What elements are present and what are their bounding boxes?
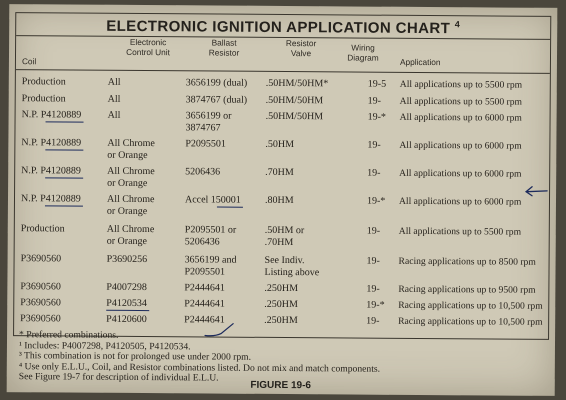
cell-ecu-line: or Orange — [106, 235, 148, 247]
cell-ecu-line: P4120600 — [106, 313, 147, 326]
pen-arrow-mark — [523, 184, 549, 198]
cell-ballast-line: 5206436 — [184, 235, 220, 248]
cell-resistor-line: .250HM — [264, 314, 298, 327]
header-wiring-line2: Diagram — [347, 51, 379, 63]
footnote-see-figure: See Figure 19-7 for description of individual E.L.U. — [18, 371, 219, 384]
header-coil: Coil — [21, 56, 37, 67]
cell-ecu-line: P4120534 — [106, 297, 147, 310]
cell-application-row-1 — [400, 79, 522, 91]
cell-application-row-7 — [399, 226, 521, 238]
cell-application-line: All applications up to 6000 rpm — [399, 111, 522, 124]
cell-ballast-line: P2095501 — [185, 138, 226, 150]
cell-wiring-line: 19- — [367, 167, 381, 179]
cell-coil-line: N.P. P4120889 — [21, 109, 82, 121]
cell-resistor-line: .70HM — [264, 236, 294, 248]
header-rule — [16, 69, 550, 74]
cell-application-line: All applications up to 6000 rpm — [399, 167, 522, 180]
header-wiring — [338, 43, 388, 62]
cell-wiring-row-3 — [368, 112, 386, 124]
cell-resistor-line: .70HM — [265, 166, 294, 179]
header-ecu-line1: Electronic — [129, 36, 167, 48]
cell-resistor-row-3 — [266, 111, 324, 123]
cell-application-row-11 — [398, 316, 542, 329]
cell-wiring-line: 19- — [366, 283, 380, 295]
cell-ecu-row-10 — [106, 298, 147, 310]
cell-wiring-line: 19-* — [366, 195, 386, 207]
header-ecu-line2: Control Unit — [126, 46, 170, 57]
cell-resistor-line: .50HM or — [264, 224, 305, 237]
cell-wiring-row-8 — [367, 256, 380, 268]
cell-ecu-line: or Orange — [106, 205, 148, 217]
cell-wiring-line: 19-5 — [367, 78, 387, 90]
cell-ecu-row-2 — [108, 94, 121, 106]
pen-underline-mark — [45, 205, 83, 206]
cell-ballast-line: P2095501 — [184, 265, 226, 278]
cell-coil-row-6 — [21, 193, 81, 205]
cell-resistor-line: .50HM — [265, 138, 295, 151]
cell-ecu-line: All — [107, 93, 121, 105]
cell-application-line: All applications up to 6000 rpm — [398, 195, 522, 208]
cell-ballast-line: P2444641 — [184, 314, 225, 326]
cell-ballast-row-10 — [184, 298, 225, 310]
chart-title-text: ELECTRONIC IGNITION APPLICATION CHART — [106, 17, 451, 38]
cell-ballast-line: 3874767 — [185, 121, 221, 134]
header-resistor-line2: Valve — [290, 47, 312, 58]
cell-application-line: Racing applications up to 9500 rpm — [398, 283, 536, 296]
figure-caption: FIGURE 19-6 — [250, 379, 312, 392]
cell-wiring-row-4 — [367, 140, 380, 152]
cell-application-line: Racing applications up to 10,500 rpm — [398, 315, 543, 328]
cell-ecu-line: All Chrome — [107, 137, 155, 150]
cell-application-line: Racing applications up to 8500 rpm — [398, 255, 536, 268]
cell-coil-row-3 — [22, 109, 82, 121]
cell-coil-row-1 — [22, 76, 66, 88]
cell-wiring-line: 19- — [367, 95, 382, 107]
cell-ballast-row-7 — [185, 224, 237, 247]
cell-application-line: Racing applications up to 10,500 rpm — [398, 299, 543, 312]
cell-resistor-row-6 — [265, 195, 294, 207]
cell-ballast-line: Accel 150001 — [184, 194, 241, 206]
cell-ecu-line: All — [107, 76, 121, 88]
cell-wiring-line: 19-* — [367, 111, 386, 123]
cell-ecu-line: P3690256 — [106, 253, 148, 266]
cell-resistor-line: .50HM/50HM — [265, 110, 324, 123]
footnote-3: ³ This combination is not for prolonged use under 2000 rpm. — [18, 350, 252, 363]
cell-application-line: All applications up to 5500 rpm — [399, 95, 523, 108]
pen-underline-mark — [45, 149, 83, 150]
cell-ballast-line: 3656199 and — [184, 254, 237, 266]
header-resistor — [266, 39, 336, 58]
cell-resistor-line: See Indiv. — [264, 254, 305, 267]
cell-application-row-8 — [399, 256, 536, 268]
cell-ballast-line: 3874767 (dual) — [185, 94, 248, 106]
cell-wiring-row-1 — [368, 79, 386, 91]
cell-resistor-row-1 — [266, 78, 329, 90]
pen-underline-mark — [46, 121, 84, 122]
cell-coil-line: Production — [21, 93, 66, 105]
cell-application-row-2 — [400, 96, 522, 108]
cell-resistor-row-4 — [265, 139, 294, 151]
cell-coil-row-2 — [22, 93, 66, 105]
cell-ecu-row-9 — [106, 282, 147, 294]
header-ballast — [184, 38, 264, 58]
footnote-preferred: * Preferred combinations. — [19, 329, 119, 341]
cell-application-line: All applications up to 6000 rpm — [399, 139, 522, 152]
application-chart — [13, 12, 551, 340]
cell-application-row-3 — [400, 112, 522, 124]
cell-coil-line: N.P. P4120889 — [21, 137, 82, 149]
cell-resistor-row-11 — [264, 315, 298, 327]
cell-ballast-row-3 — [185, 110, 231, 133]
cell-application-row-9 — [398, 284, 535, 296]
cell-ballast-row-2 — [186, 94, 247, 106]
cell-application-row-4 — [399, 140, 521, 152]
cell-coil-line: Production — [21, 76, 66, 88]
cell-wiring-line: 19- — [366, 255, 380, 267]
cell-ecu-line: All Chrome — [106, 223, 155, 236]
header-ecu — [108, 38, 188, 58]
cell-ecu-row-3 — [108, 110, 121, 122]
pen-underline-mark — [217, 206, 243, 207]
cell-resistor-row-2 — [266, 95, 324, 107]
footnote-4: ⁴ Use only E.L.U., Coil, and Resistor combinations listed. Do not mix and match components. — [18, 360, 381, 375]
cell-coil-row-5 — [21, 165, 81, 177]
cell-ballast-line: 3656199 (dual) — [185, 77, 248, 89]
cell-resistor-row-7 — [265, 225, 305, 248]
cell-ecu-row-4 — [107, 138, 155, 161]
cell-coil-line: P3690560 — [20, 313, 61, 325]
cell-ecu-line: or Orange — [107, 177, 148, 189]
cell-application-row-10 — [398, 300, 542, 313]
cell-wiring-row-11 — [366, 316, 379, 328]
cell-resistor-line: .50HM/50HM* — [265, 77, 329, 90]
book-page — [7, 4, 558, 396]
cell-ballast-row-4 — [185, 138, 226, 150]
cell-coil-row-11 — [20, 313, 61, 325]
cell-ecu-row-8 — [107, 254, 148, 266]
cell-coil-line: P3690560 — [20, 281, 61, 293]
cell-ballast-line: 3656199 or — [185, 110, 232, 122]
cell-resistor-line: .80HM — [264, 194, 294, 207]
cell-application-line: All applications up to 5500 rpm — [398, 225, 522, 238]
pen-check-mark — [203, 321, 237, 339]
cell-wiring-line: 19-* — [366, 299, 385, 311]
cell-wiring-line: 19- — [367, 139, 381, 151]
cell-ballast-row-9 — [184, 282, 225, 294]
cell-coil-line: N.P. P4120889 — [21, 165, 81, 177]
cell-ecu-row-1 — [108, 77, 121, 89]
title-footnote-mark: 4 — [454, 19, 461, 30]
cell-wiring-row-7 — [367, 226, 380, 238]
footnote-1: ¹ Includes: P4007298, P4120505, P4120534. — [18, 339, 191, 352]
cell-wiring-row-9 — [366, 284, 379, 296]
pen-underline-mark — [106, 309, 149, 310]
cell-coil-row-8 — [21, 253, 62, 265]
header-ballast-line2: Resistor — [208, 46, 240, 58]
cell-application-row-6 — [399, 196, 521, 208]
cell-wiring-row-10 — [366, 300, 384, 312]
cell-coil-row-7 — [21, 223, 65, 235]
cell-ballast-row-8 — [184, 254, 236, 277]
header-wiring-line1: Wiring — [351, 42, 375, 53]
cell-ecu-row-6 — [107, 194, 155, 217]
cell-ecu-row-7 — [107, 224, 155, 247]
cell-application-line: All applications up to 5500 rpm — [399, 78, 523, 91]
cell-wiring-row-5 — [367, 168, 380, 180]
cell-ecu-row-11 — [106, 314, 147, 326]
cell-ecu-row-5 — [107, 166, 155, 189]
cell-ballast-row-6 — [185, 194, 241, 206]
cell-ballast-line: P2095501 or — [184, 224, 237, 236]
cell-wiring-row-2 — [368, 96, 381, 108]
header-resistor-line1: Resistor — [285, 38, 317, 49]
header-ballast-line1: Ballast — [211, 37, 237, 48]
cell-coil-line: N.P. P4120889 — [20, 193, 81, 205]
cell-coil-line: P3690560 — [20, 253, 62, 265]
cell-resistor-row-9 — [264, 283, 298, 295]
cell-ballast-line: P2444641 — [184, 298, 225, 310]
cell-ecu-line: All Chrome — [106, 193, 155, 206]
header-application: Application — [399, 56, 441, 68]
cell-resistor-line: Listing above — [264, 266, 320, 278]
cell-wiring-line: 19- — [366, 315, 380, 327]
cell-wiring-line: 19- — [366, 225, 381, 237]
cell-coil-row-4 — [21, 137, 81, 149]
cell-ecu-line: All Chrome — [107, 165, 155, 178]
cell-resistor-line: .250HM — [264, 298, 298, 311]
chart-title — [16, 16, 550, 38]
cell-wiring-row-6 — [367, 196, 385, 208]
cell-coil-line: Production — [20, 223, 65, 235]
cell-ecu-line: P4007298 — [106, 281, 147, 294]
pen-underline-mark — [45, 177, 83, 178]
cell-coil-row-10 — [20, 297, 61, 309]
cell-resistor-line: .50HM/50HM — [265, 94, 324, 107]
cell-ballast-line: P2444641 — [184, 282, 225, 294]
cell-resistor-row-10 — [264, 299, 298, 311]
cell-resistor-line: .250HM — [264, 282, 299, 295]
cell-ecu-line: All — [107, 109, 121, 121]
cell-application-row-5 — [399, 168, 521, 180]
cell-ballast-row-5 — [185, 166, 220, 178]
cell-coil-line: P3690560 — [20, 297, 61, 309]
cell-resistor-row-8 — [264, 255, 319, 278]
cell-ballast-row-1 — [186, 77, 247, 89]
cell-ecu-line: or Orange — [107, 149, 148, 161]
cell-resistor-row-5 — [265, 167, 294, 179]
cell-ballast-line: 5206436 — [185, 166, 221, 178]
cell-coil-row-9 — [20, 281, 61, 293]
